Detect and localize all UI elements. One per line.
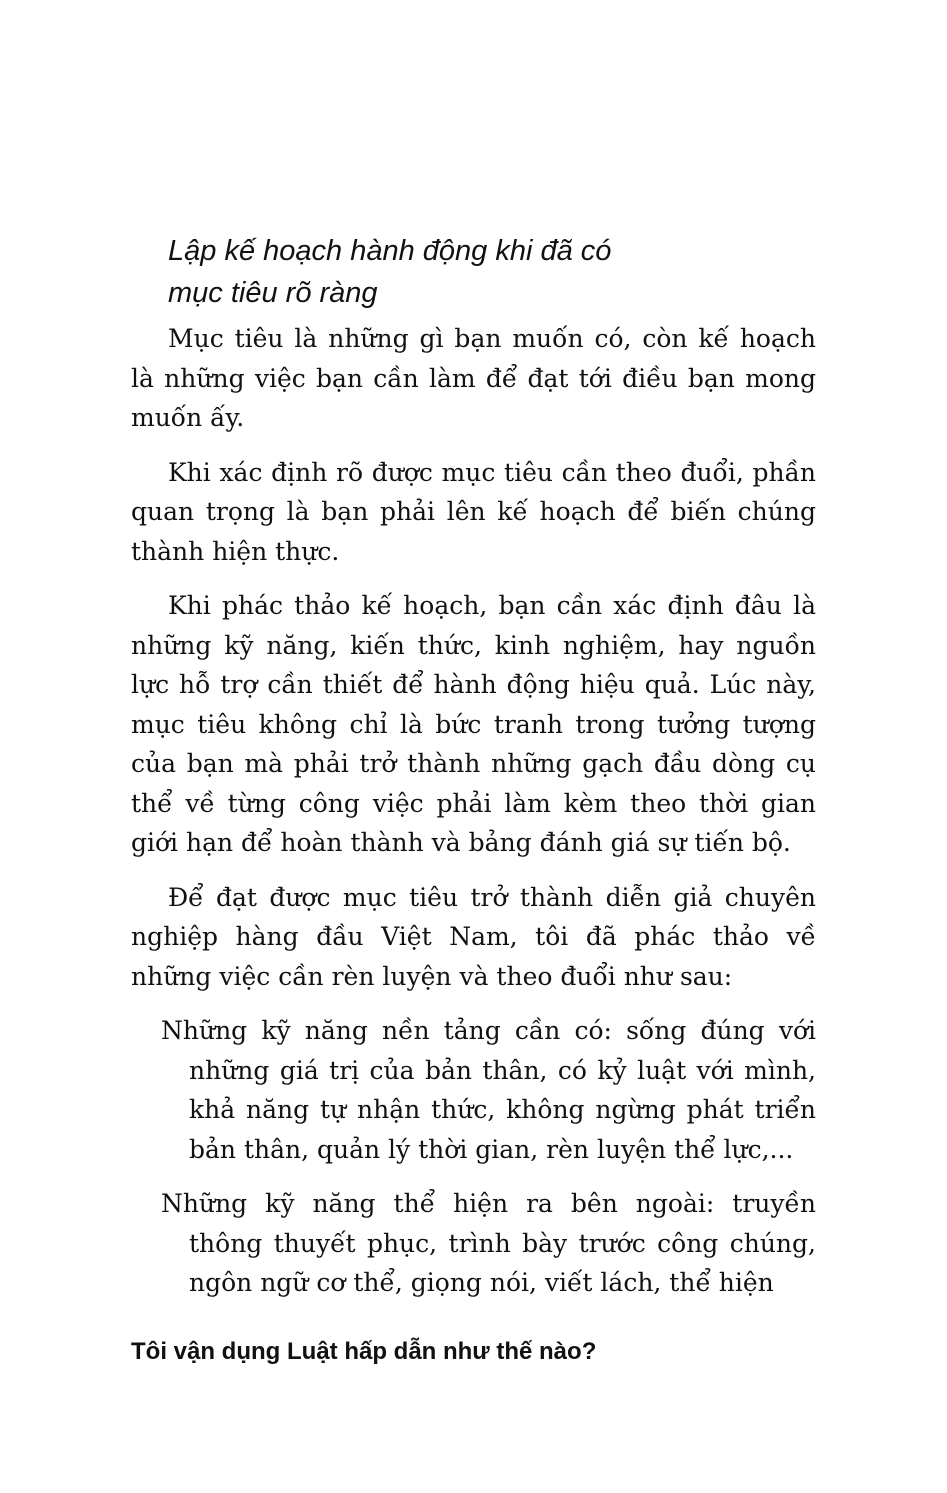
list-item: Những kỹ năng nền tảng cần có: sống đúng với những giá trị của bản thân, có kỷ luật với mình, khả năng tự nhận thức, không ngừng phát triển bản thân, quản lý thời gian, rèn luyện thể lực,... — [161, 1016, 816, 1164]
list-item: Những kỹ năng thể hiện ra bên ngoài: truyền thông thuyết phục, trình bày trước công chúng, ngôn ngữ cơ thể, giọng nói, viết lách, thể hiện — [161, 1189, 816, 1297]
running-footer-title: Tôi vận dụng Luật hấp dẫn như thế nào? — [131, 1338, 597, 1365]
body-text — [131, 319, 816, 1318]
paragraph: Khi xác định rõ được mục tiêu cần theo đuổi, phần quan trọng là bạn phải lên kế hoạch để biến chúng thành hiện thực. — [131, 457, 816, 566]
paragraph: Để đạt được mục tiêu trở thành diễn giả chuyên nghiệp hàng đầu Việt Nam, tôi đã phác thảo về những việc cần rèn luyện và theo đuổi như sau: — [131, 882, 816, 991]
section-heading-line-1: Lập kế hoạch hành động khi đã có — [168, 235, 612, 267]
paragraph: Khi phác thảo kế hoạch, bạn cần xác định đâu là những kỹ năng, kiến thức, kinh nghiệm, hay nguồn lực hỗ trợ cần thiết để hành động hiệu quả. Lúc này, mục tiêu không chỉ là bức tranh trong tưởng tượng của bạn mà phải trở thành những gạch đầu dòng cụ thể về từng công việc phải làm kèm theo thời gian giới hạn để hoàn thành và bảng đánh giá sự tiến bộ. — [131, 591, 816, 857]
paragraph: Mục tiêu là những gì bạn muốn có, còn kế hoạch là những việc bạn cần làm để đạt tới điều bạn mong muốn ấy. — [131, 324, 816, 432]
section-heading — [168, 230, 828, 314]
section-heading-line-2: mục tiêu rõ ràng — [168, 277, 378, 309]
